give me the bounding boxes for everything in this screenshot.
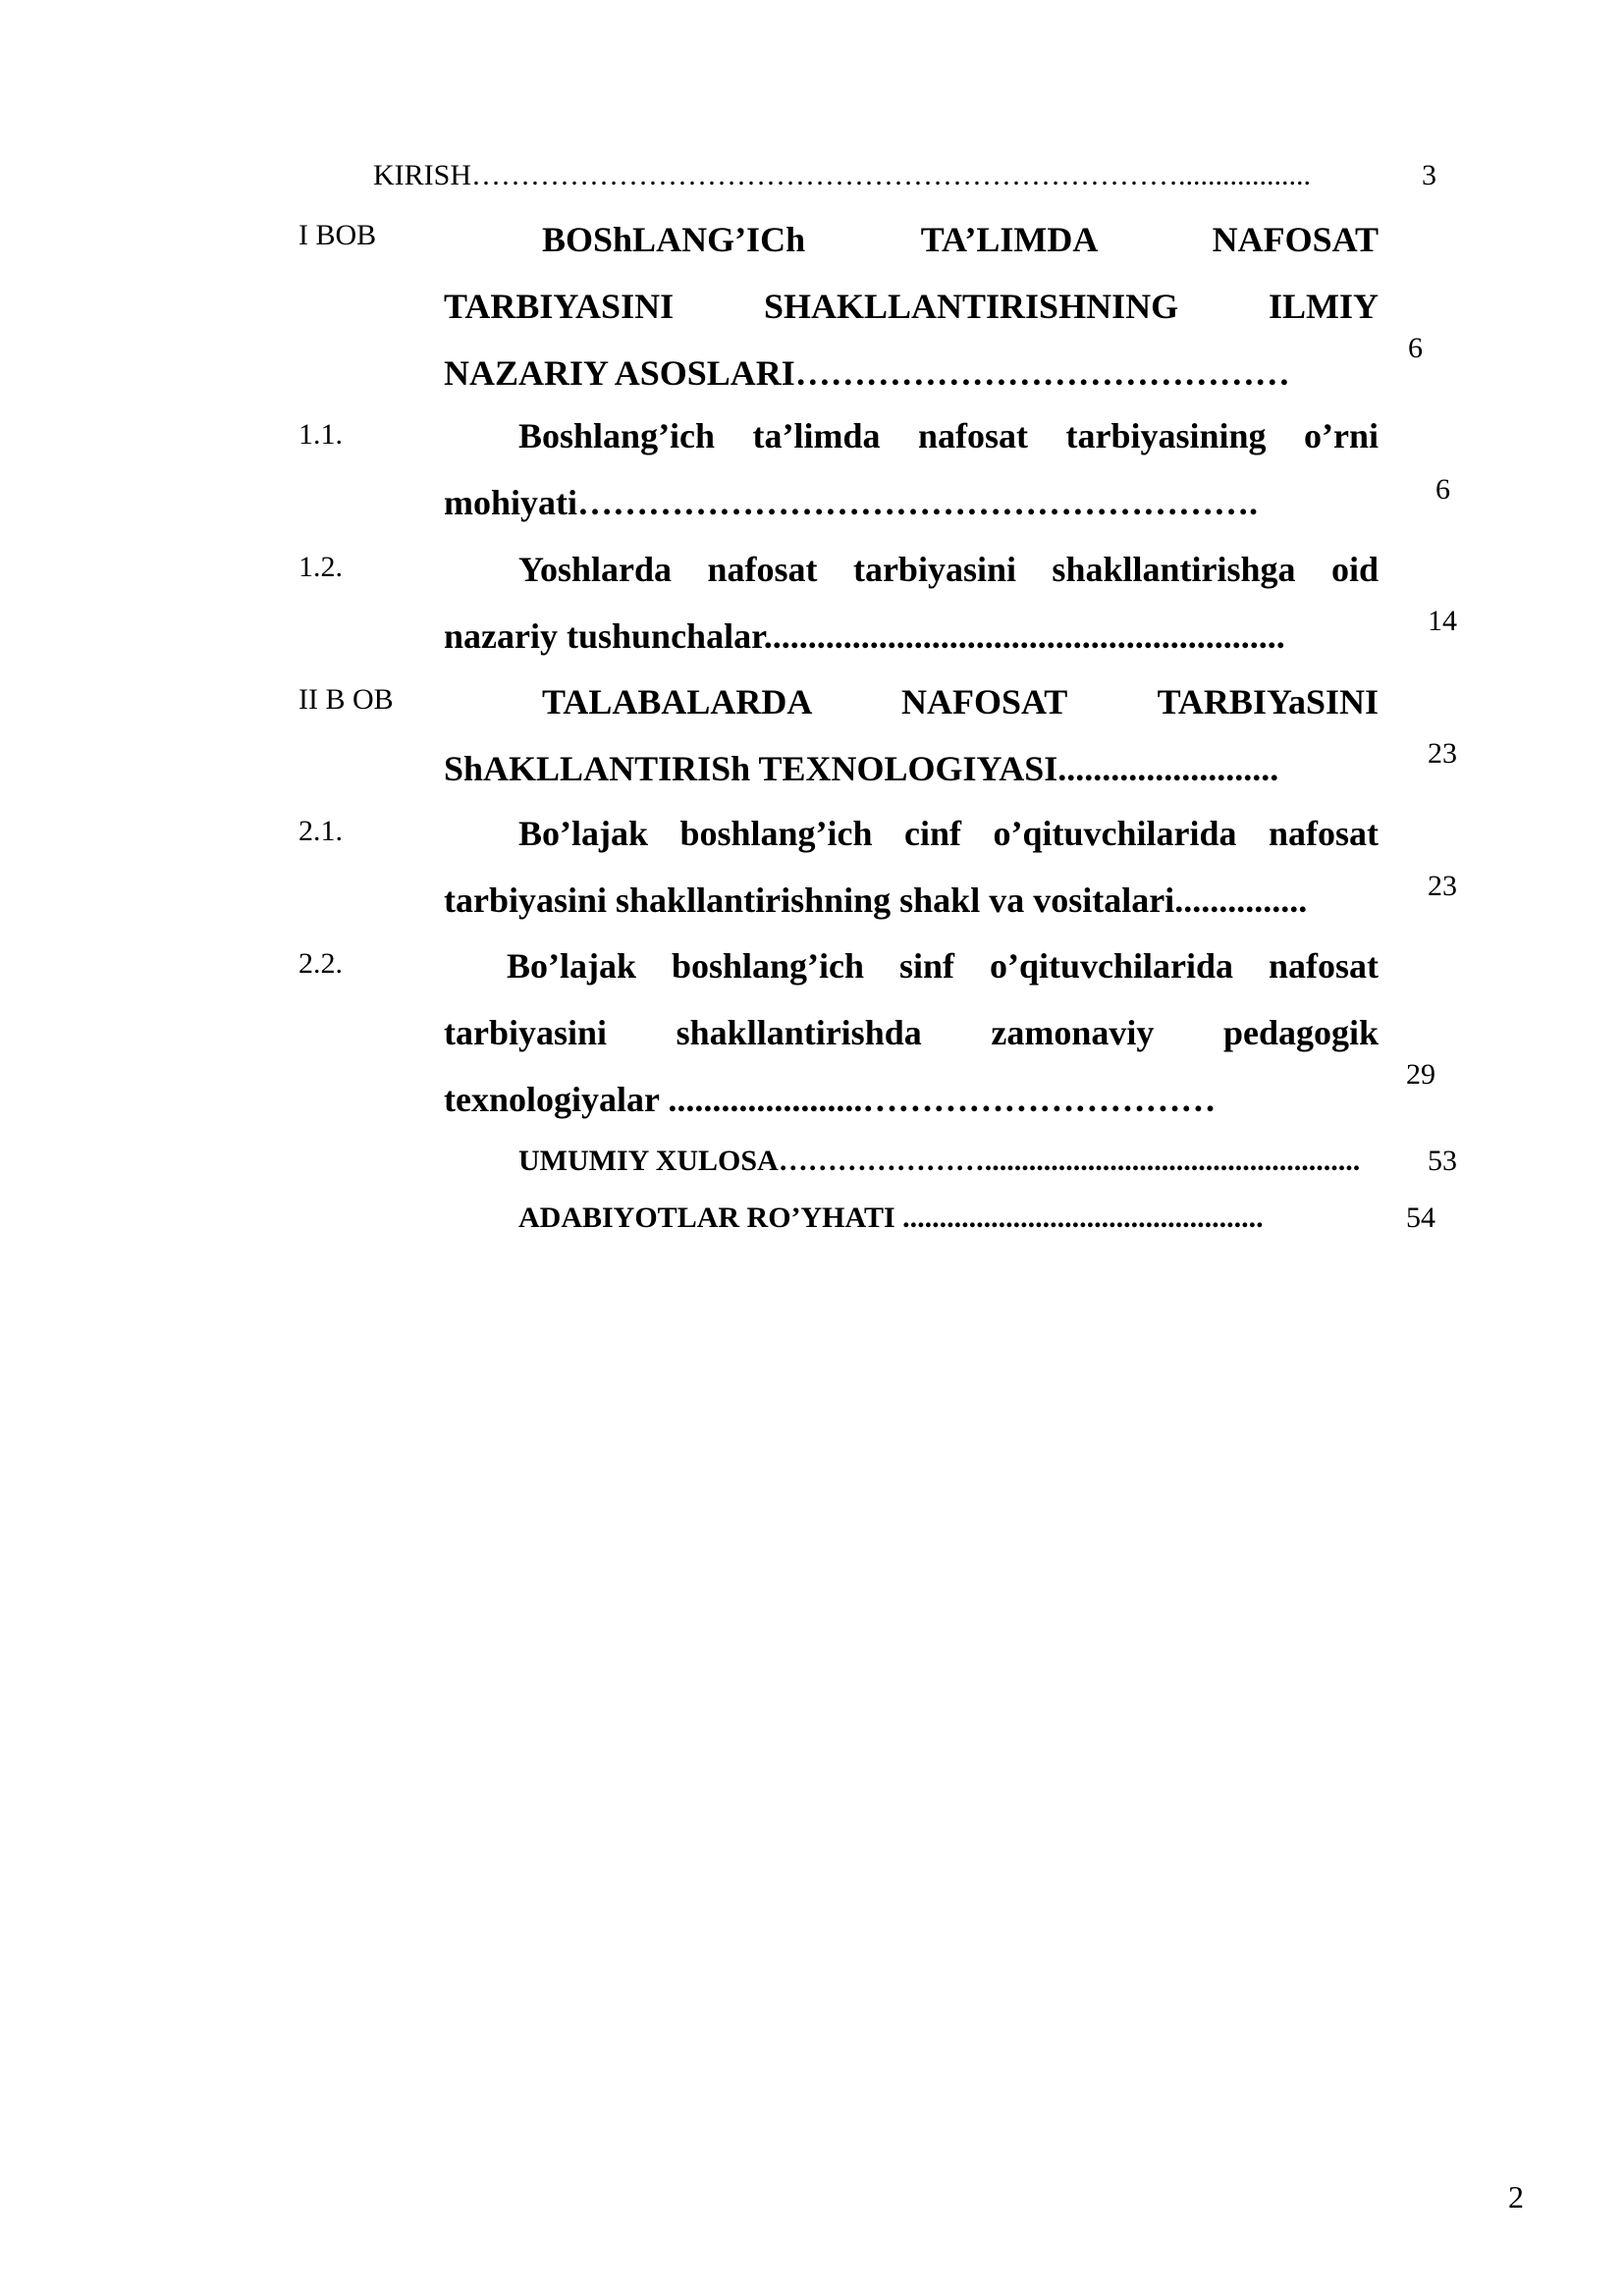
toc-title-section-2-1: Bo’lajak boshlang’ich cinf o’qituvchilarida nafosat tarbiyasini shakllantirishning shakl va vositalari............... — [444, 814, 1379, 920]
toc-page-section-2-1: 23 — [1428, 870, 1457, 902]
toc-label-section-1-1: 1.1. — [298, 418, 343, 451]
toc-label-section-2-1: 2.1. — [298, 815, 343, 847]
toc-entry-kirish: KIRISH……………………………………………………………….................. — [373, 159, 1312, 191]
toc-page-kirish: 3 — [1422, 159, 1436, 191]
toc-page-chapter-1: 6 — [1408, 332, 1423, 364]
toc-page-references: 54 — [1406, 1201, 1435, 1234]
toc-title-chapter-1: BOShLANG’ICh TA’LIMDA NAFOSAT TARBIYASINI SHAKLLANTIRISHNING ILMIY NAZARIY ASOSLARI…………………………………… — [444, 220, 1379, 393]
toc-label-section-2-2: 2.2. — [298, 947, 343, 980]
toc-label-section-1-2: 1.2. — [298, 551, 343, 583]
toc-title-section-1-1: Boshlang’ich ta’limda nafosat tarbiyasining o’rni mohiyati…………………………………………………. — [444, 416, 1379, 522]
toc-entry-references: ADABIYOTLAR RO’YHATI ................................................. — [518, 1201, 1264, 1234]
toc-page-conclusion: 53 — [1428, 1145, 1457, 1177]
toc-label-chapter-2: II B OB — [298, 683, 394, 716]
toc-page-section-1-2: 14 — [1428, 605, 1457, 637]
toc-label-chapter-1: I BOB — [298, 219, 377, 251]
toc-page-section-2-2: 29 — [1406, 1058, 1435, 1091]
toc-page-chapter-2: 23 — [1428, 737, 1457, 770]
toc-title-section-2-2: Bo’lajak boshlang’ich sinf o’qituvchilarida nafosat tarbiyasini shakllantirishda zamonaviy pedagogik texnologiyalar ......................………………………… — [444, 946, 1379, 1119]
footer-page-number: 2 — [1508, 2179, 1524, 2215]
toc-title-section-1-2: Yoshlarda nafosat tarbiyasini shakllantirishga oid nazariy tushunchalar........................................................... — [444, 550, 1379, 656]
toc-entry-conclusion: UMUMIY XULOSA…………………................................................... — [518, 1145, 1361, 1177]
toc-page-section-1-1: 6 — [1435, 473, 1450, 506]
toc-title-chapter-2: TALABALARDA NAFOSAT TARBIYaSINI ShAKLLANTIRISh TEXNOLOGIYASI......................... — [444, 682, 1379, 788]
